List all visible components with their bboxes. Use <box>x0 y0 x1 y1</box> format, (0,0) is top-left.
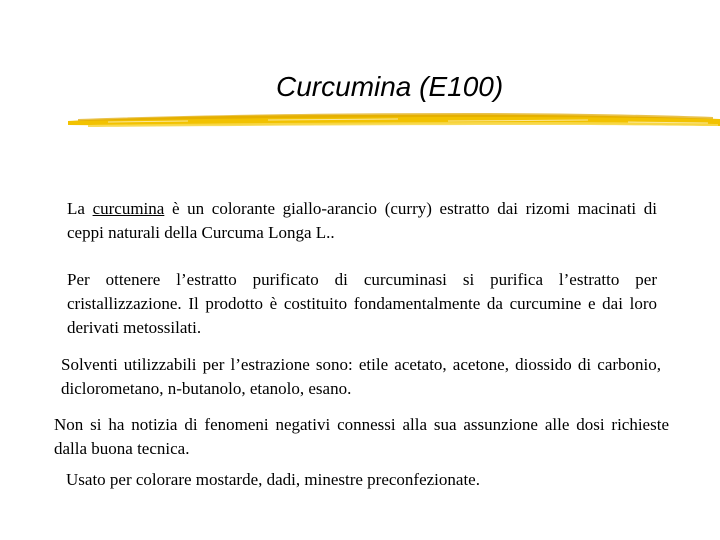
title-underline-brushstroke <box>68 106 720 132</box>
paragraph-text: è un colorante giallo-arancio (curry) estratto dai rizomi macinati di ceppi naturali della Curcuma Longa L.. <box>67 199 658 242</box>
paragraph-purification: Per ottenere l’estratto purificato di curcuminasi si purifica l’estratto per cristallizzazione. Il prodotto è costituito fondamentalmente da curcumine e dai loro derivati metossilati. <box>67 270 657 337</box>
paragraph-solvents: Solventi utilizzabili per l’estrazione sono: etile acetato, acetone, diossido di carbonio, diclorometano, n-butanolo, etanolo, esano. <box>61 355 661 398</box>
paragraph-safety: Non si ha notizia di fenomeni negativi connessi alla sua assunzione alle dosi richieste dalla buona tecnica. <box>54 415 669 458</box>
slide-title: Curcumina (E100) <box>276 71 504 102</box>
paragraph-curcumina-description <box>67 197 657 245</box>
curcumina-link[interactable]: curcumina <box>92 199 165 218</box>
paragraph-text: La <box>67 199 93 218</box>
paragraph-uses: Usato per colorare mostarde, dadi, minestre preconfezionate. <box>66 470 480 489</box>
